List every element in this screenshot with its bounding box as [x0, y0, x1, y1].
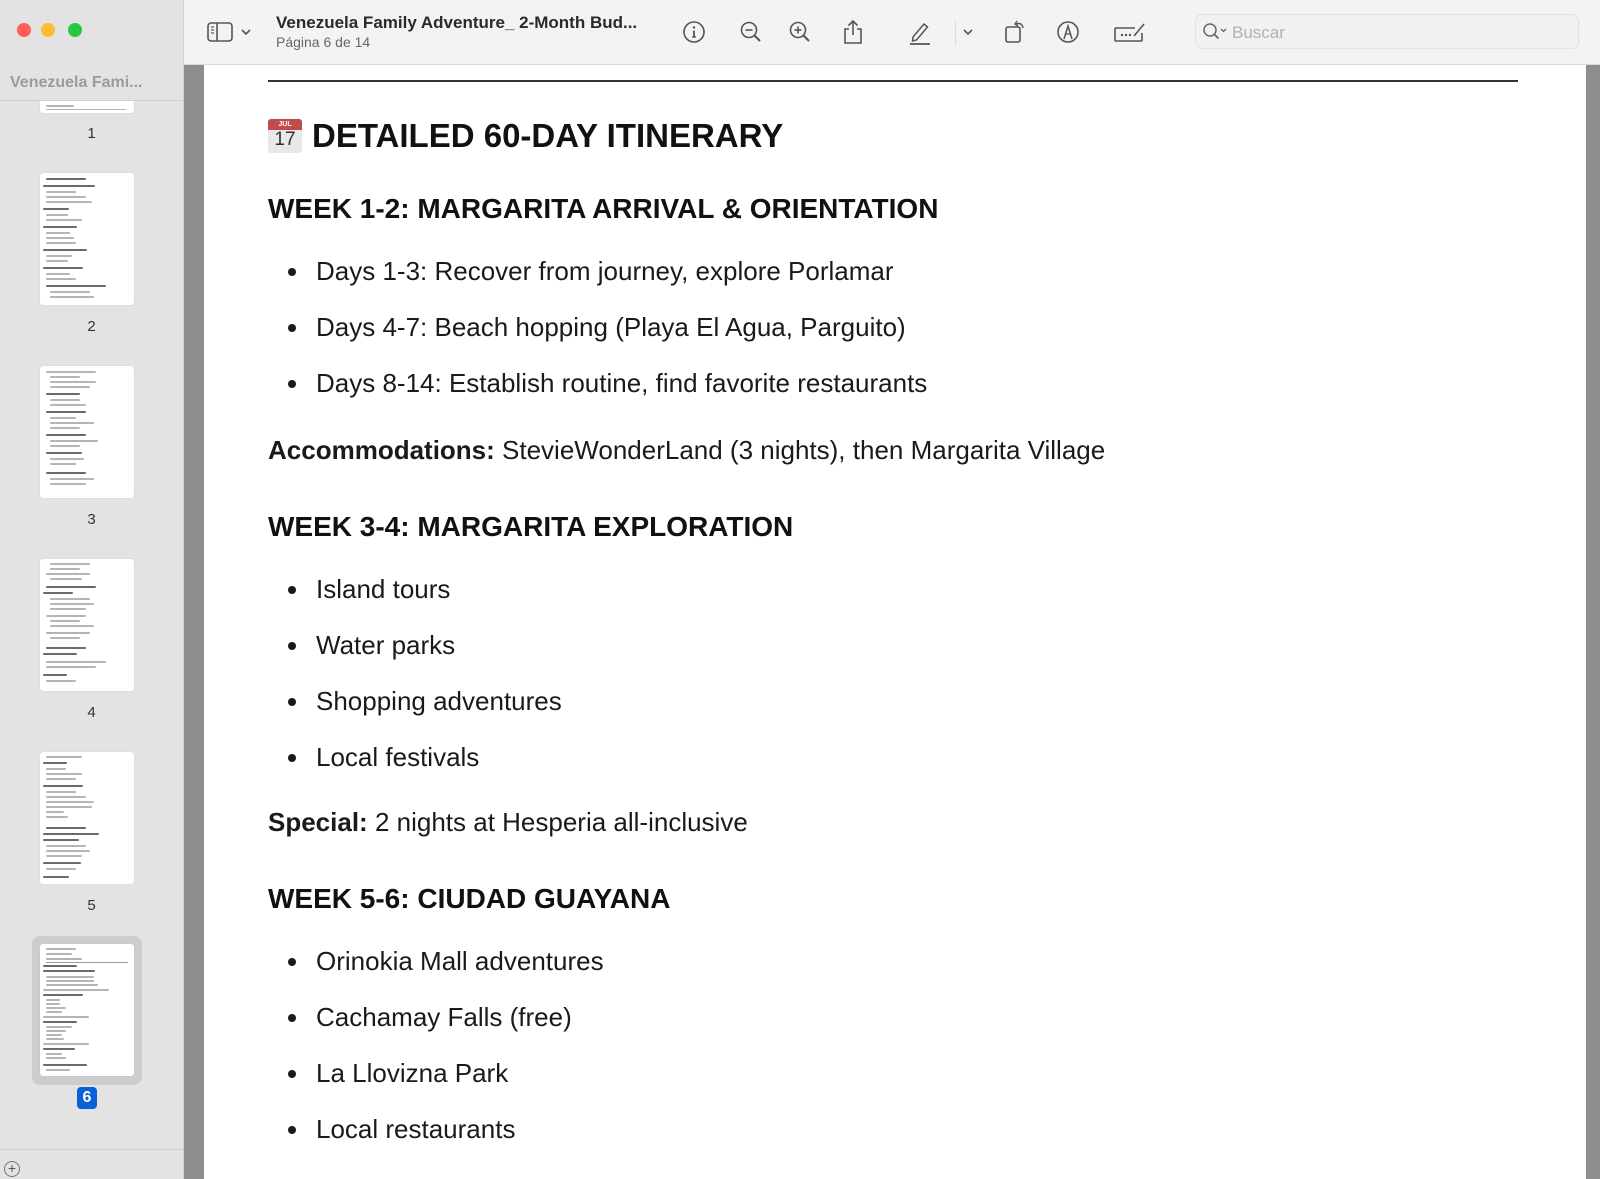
list-item: La Llovizna Park [288, 1057, 604, 1113]
search-field[interactable] [1195, 14, 1579, 49]
page-number-label: 2 [87, 318, 96, 335]
page-thumbnail-6[interactable] [40, 944, 134, 1076]
list-item: Orinokia Mall adventures [288, 945, 604, 1001]
info-icon[interactable] [680, 18, 708, 46]
list-item: Water parks [288, 629, 562, 685]
list-item: Days 1-3: Recover from journey, explore Porlamar [288, 255, 927, 311]
section-list [288, 945, 604, 1169]
rotate-icon[interactable] [1001, 18, 1029, 46]
page-number-label: 5 [87, 897, 96, 914]
list-item: Island tours [288, 573, 562, 629]
special-note [268, 807, 748, 838]
page-thumbnail-4[interactable] [40, 559, 134, 691]
selected-page-number: 6 [77, 1087, 97, 1109]
chevron-down-icon[interactable] [238, 18, 254, 46]
note-label: Accommodations: [268, 435, 495, 465]
list-item: Local festivals [288, 741, 562, 797]
heading-text: DETAILED 60-DAY ITINERARY [312, 117, 784, 154]
section-heading: WEEK 5-6: CIUDAD GUAYANA [268, 883, 671, 914]
form-fill-icon[interactable] [1112, 18, 1148, 46]
share-icon[interactable] [839, 18, 867, 46]
note-label: Special: [268, 807, 368, 837]
note-text: StevieWonderLand (3 nights), then Margarita Village [494, 435, 1106, 465]
document-viewport[interactable] [184, 65, 1600, 1179]
section-list [288, 573, 562, 797]
fullscreen-window-button[interactable] [68, 23, 82, 37]
page-number-label: 3 [87, 511, 96, 528]
list-item: Local restaurants [288, 1113, 604, 1169]
note-text: 2 nights at Hesperia all-inclusive [367, 807, 748, 837]
add-page-button[interactable]: + [4, 1161, 20, 1177]
search-icon [1202, 22, 1230, 47]
calendar-icon: JUL 17 [268, 119, 302, 153]
document-title: Venezuela Family Adventure_ 2-Month Bud... [276, 13, 638, 32]
zoom-out-icon[interactable] [737, 18, 765, 46]
horizontal-rule [268, 80, 1518, 82]
list-item: Days 4-7: Beach hopping (Playa El Agua, Parguito) [288, 311, 927, 367]
sidebar [0, 0, 184, 1179]
divider [0, 1149, 183, 1150]
section-heading: WEEK 3-4: MARGARITA EXPLORATION [268, 511, 794, 542]
section-heading: WEEK 1-2: MARGARITA ARRIVAL & ORIENTATION [268, 193, 939, 224]
list-item: Cachamay Falls (free) [288, 1001, 604, 1057]
sidebar-toggle-icon[interactable] [206, 18, 234, 46]
page-number-label: 1 [87, 125, 96, 142]
markup-icon[interactable] [1054, 18, 1082, 46]
search-input[interactable] [1230, 21, 1564, 45]
accommodations-note [268, 435, 1105, 466]
chevron-down-icon[interactable] [959, 18, 977, 46]
list-item: Days 8-14: Establish routine, find favorite restaurants [288, 367, 927, 423]
page-heading [268, 117, 783, 155]
minimize-window-button[interactable] [41, 23, 55, 37]
page-thumbnail-2[interactable] [40, 173, 134, 305]
highlight-icon[interactable] [906, 18, 934, 46]
toolbar [184, 0, 1600, 65]
page-thumbnail-5[interactable] [40, 752, 134, 884]
page-thumbnail-3[interactable] [40, 366, 134, 498]
close-window-button[interactable] [17, 23, 31, 37]
list-item: Shopping adventures [288, 685, 562, 741]
page-number-label: 4 [87, 704, 96, 721]
page-thumbnail-1[interactable] [40, 101, 134, 113]
section-list [288, 255, 927, 423]
zoom-in-icon[interactable] [786, 18, 814, 46]
page-indicator: Página 6 de 14 [276, 34, 371, 50]
sidebar-title: Venezuela Fami... [10, 74, 143, 91]
divider [955, 20, 956, 46]
pdf-page [204, 65, 1586, 1179]
